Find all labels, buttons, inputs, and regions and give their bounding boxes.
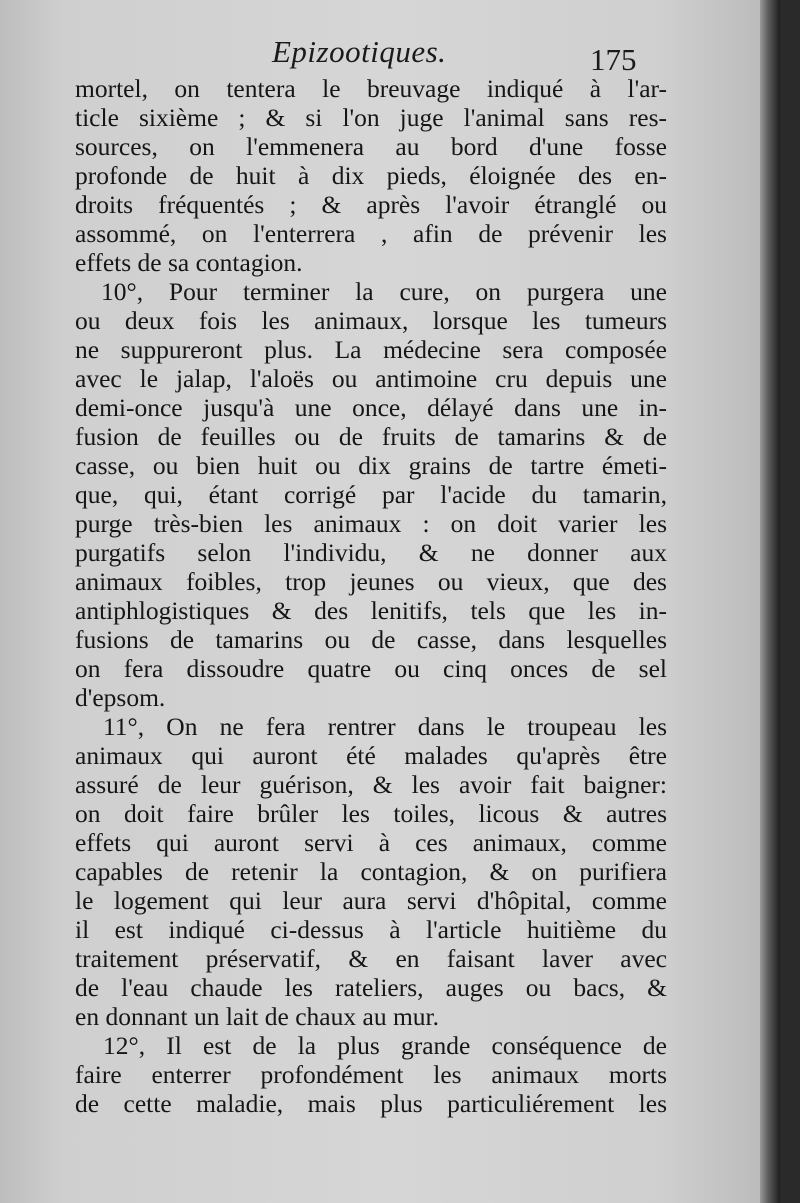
text-line: d'epsom. xyxy=(75,683,166,712)
text-line: demi-once jusqu'à une once, délayé dans une in- xyxy=(75,393,667,422)
page-number: 175 xyxy=(590,42,637,77)
text-line: le logement qui leur aura servi d'hôpital, comme xyxy=(75,886,667,915)
text-line: on fera dissoudre quatre ou cinq onces de sel xyxy=(75,654,667,683)
text-line: purgatifs selon l'individu, & ne donner aux xyxy=(75,538,667,567)
text-line: avec le jalap, l'aloës ou antimoine cru depuis une xyxy=(75,364,667,393)
paragraph xyxy=(75,74,667,277)
paragraph xyxy=(75,1031,667,1118)
text-line: purge très-bien les animaux : on doit varier les xyxy=(75,509,667,538)
running-title: Epizootiques. xyxy=(272,34,447,69)
body-text xyxy=(75,74,667,1118)
paragraph xyxy=(75,277,667,712)
text-line: profonde de huit à dix pieds, éloignée des en- xyxy=(75,161,667,190)
text-line: mortel, on tentera le breuvage indiqué à l'ar- xyxy=(75,74,667,103)
text-line: animaux qui auront été malades qu'après être xyxy=(75,741,667,770)
text-line: sources, on l'emmenera au bord d'une fosse xyxy=(75,132,667,161)
text-line: droits fréquentés ; & après l'avoir étranglé ou xyxy=(75,190,667,219)
text-line: 11°, On ne fera rentrer dans le troupeau les xyxy=(103,712,667,741)
page-edge-shadow xyxy=(760,0,780,1203)
text-line: animaux foibles, trop jeunes ou vieux, que des xyxy=(75,567,667,596)
text-line: 12°, Il est de la plus grande conséquence de xyxy=(103,1031,667,1060)
text-line: faire enterrer profondément les animaux morts xyxy=(75,1060,667,1089)
text-line: traitement préservatif, & en faisant laver avec xyxy=(75,944,667,973)
text-line: ticle sixième ; & si l'on juge l'animal sans res- xyxy=(75,103,667,132)
text-line: assuré de leur guérison, & les avoir fait baigner: xyxy=(75,770,667,799)
text-line: de l'eau chaude les rateliers, auges ou bacs, & xyxy=(75,973,667,1002)
text-line: effets de sa contagion. xyxy=(75,248,303,277)
text-line: effets qui auront servi à ces animaux, comme xyxy=(75,828,667,857)
page-header xyxy=(0,28,780,78)
text-line: on doit faire brûler les toiles, licous & autres xyxy=(75,799,667,828)
text-line: antiphlogistiques & des lenitifs, tels que les in- xyxy=(75,596,667,625)
text-line: il est indiqué ci-dessus à l'article huitième du xyxy=(75,915,667,944)
text-line: en donnant un lait de chaux au mur. xyxy=(75,1002,439,1031)
text-line: 10°, Pour terminer la cure, on purgera une xyxy=(101,277,667,306)
text-line: assommé, on l'enterrera , afin de prévenir les xyxy=(75,219,667,248)
text-line: ne suppureront plus. La médecine sera composée xyxy=(75,335,667,364)
text-line: que, qui, étant corrigé par l'acide du tamarin, xyxy=(75,480,667,509)
text-line: ou deux fois les animaux, lorsque les tumeurs xyxy=(75,306,667,335)
paragraph xyxy=(75,712,667,1031)
text-line: fusions de tamarins ou de casse, dans lesquelles xyxy=(75,625,667,654)
text-line: capables de retenir la contagion, & on purifiera xyxy=(75,857,667,886)
text-line: casse, ou bien huit ou dix grains de tartre émeti- xyxy=(75,451,667,480)
text-line: de cette maladie, mais plus particuliérement les xyxy=(75,1089,667,1118)
text-line: fusion de feuilles ou de fruits de tamarins & de xyxy=(75,422,667,451)
